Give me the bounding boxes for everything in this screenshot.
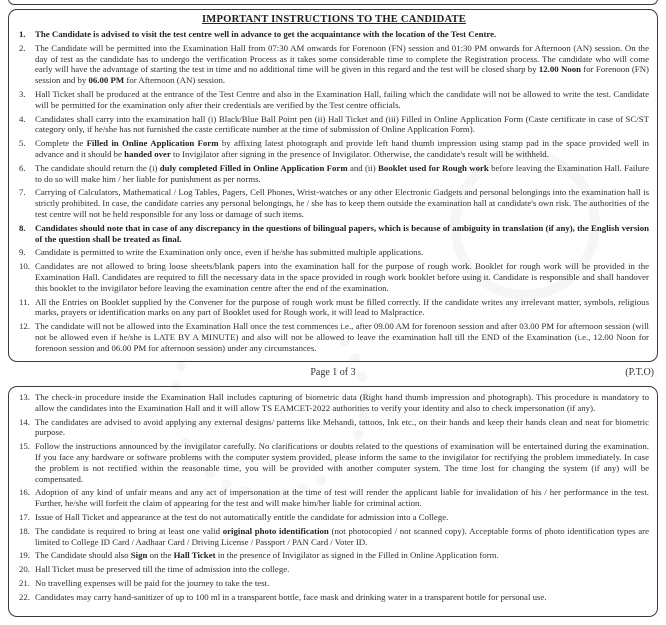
instruction-text: Complete the Filled in Online Application Form by affixing latest photograph and provide left hand thumb impression using stamp pad in the space provided well in advance and it should be handed over to Invigilator after signing in the presence of Invigilator. Otherwise, the candidate's result will be withheld. xyxy=(35,138,650,159)
instruction-number: 16. xyxy=(19,487,30,498)
instruction-list-1 xyxy=(19,29,649,354)
instruction-item xyxy=(19,43,649,86)
instruction-text: Candidates shall carry into the examination hall (i) Black/Blue Ball Point pen (ii) Hall Ticket and (iii) Filled in Online Application Form (Caste certificate in case of SC/ST category only, if he/she has not furnished the caste certificate number at the time of submission of Online Application Form). xyxy=(35,113,649,135)
instruction-item xyxy=(19,223,649,245)
instruction-item xyxy=(19,321,649,353)
instruction-item xyxy=(19,441,649,484)
instruction-text: Hall Ticket shall be produced at the entrance of the Test Centre and also in the Examination Hall, failing which the candidate will not be allowed to write the test. Candidate will be permitted for the examination only after their credentials are verified by the Test centre officials. xyxy=(35,88,649,110)
instruction-number: 7. xyxy=(19,187,26,198)
instruction-text: Issue of Hall Ticket and appearance at the test do not automatically entitle the candidate for admission into a College. xyxy=(35,511,449,522)
instruction-number: 4. xyxy=(19,113,26,124)
instruction-item xyxy=(19,114,649,136)
instruction-number: 10. xyxy=(19,261,30,272)
instruction-item xyxy=(19,578,649,589)
instruction-text: Candidates are not allowed to bring loose sheets/blank papers into the examination hall for the purpose of rough work. Booklet for rough work will be provided in the Examination Hall. Candidates are required to fill the necessary data in the space provided in rough work booklet before using it. Candidate is responsible and shall handover this booklet to the invigilator before leaving the examination centre after the end of the examination. xyxy=(35,261,649,293)
previous-box-bottom-edge xyxy=(8,0,658,5)
instruction-item xyxy=(19,247,649,258)
instruction-number: 19. xyxy=(19,550,30,561)
instruction-number: 2. xyxy=(19,42,26,53)
instruction-text: The candidate will not be allowed into the Examination Hall once the test commences i.e., after 09.00 AM for forenoon session and after 03.00 PM for afternoon session (will not be allowed even if he/she is LATE BY A MINUTE) and also will not be allowed to leave the examination hall till the END of the Examination (i.e., 12.00 Noon for forenoon session and 06.00 PM for afternoon session) under any circumstances. xyxy=(35,321,649,353)
instruction-number: 11. xyxy=(19,296,30,307)
instruction-item xyxy=(19,29,649,40)
instruction-text: Candidates may carry hand-sanitizer of up to 100 ml in a transparent bottle, face mask and drinking water in a transparent bottle for personal use. xyxy=(35,591,547,602)
instruction-item xyxy=(19,138,649,160)
instruction-number: 8. xyxy=(19,222,26,233)
instruction-text: The Candidate should also Sign on the Hall Ticket in the presence of Invigilator as signed in the Filled in Online Application form. xyxy=(35,550,499,561)
instruction-number: 15. xyxy=(19,441,30,452)
page-title: IMPORTANT INSTRUCTIONS TO THE CANDIDATE xyxy=(201,14,467,25)
instruction-text: No travelling expenses will be paid for the journey to take the test. xyxy=(35,577,270,588)
instruction-number: 3. xyxy=(19,88,26,99)
instruction-item xyxy=(19,392,649,414)
instruction-text: The candidate is required to bring at least one valid original photo identification (not photocopied / not scanned copy). Acceptable forms of photo identification types are limited to College ID Card / Aadhaar Card / Driving License / Passport / PAN Card / Voter ID. xyxy=(35,525,650,547)
instruction-number: 21. xyxy=(19,577,30,588)
instruction-text: Candidates should note that in case of any discrepancy in the questions of bilingual papers, which is because of ambiguity in translation (if any), the English version of the question shall be treated as final. xyxy=(35,222,649,244)
instruction-text: The Candidate is advised to visit the test centre well in advance to get the acquaintance with the location of the Test Centre. xyxy=(35,29,497,39)
instructions-box-2 xyxy=(8,386,658,617)
instructions-box-1 xyxy=(8,9,658,362)
instruction-number: 12. xyxy=(19,321,30,332)
instruction-item xyxy=(19,89,649,111)
instruction-text: The candidate should return the (i) duly completed Filled in Online Application Form and (ii) Booklet used for Rough work before leaving the Examination Hall. Failure to do so will make him / her liable for punishment as per norms. xyxy=(35,162,650,184)
instruction-item xyxy=(19,297,649,319)
instruction-list-2 xyxy=(19,392,649,603)
instruction-number: 9. xyxy=(19,247,26,258)
instruction-number: 6. xyxy=(19,162,26,173)
instruction-number: 22. xyxy=(19,591,30,602)
page-number: Page 1 of 3 xyxy=(310,367,356,378)
instruction-text: Adoption of any kind of unfair means and any act of impersonation at the time of test will render the applicant liable for invalidation of his / her performance in the test. Further, he/she will forfeit the claim of appearing for the test and will make him/her liable for criminal action. xyxy=(35,487,649,509)
instruction-text: Follow the instructions announced by the invigilator carefully. No clarifications or doubts related to the questions of examination will be entertained during the examination. If you face any hardware or software problems with the computer system provided, please inform the same to the invigilator for rectifying the problem immediately. In case the problem is not rectified within the reasonable time, you will be provided with another computer system. The time lost for changing the system (if any) will be compensated. xyxy=(35,441,649,484)
instruction-item xyxy=(19,564,649,575)
instruction-item xyxy=(19,487,649,509)
instruction-text: Candidate is permitted to write the Examination only once, even if he/she has submitted multiple applications. xyxy=(35,247,424,258)
instruction-item xyxy=(19,592,649,603)
instruction-item xyxy=(19,261,649,293)
instruction-text: The Candidate will be permitted into the Examination Hall from 07:30 AM onwards for Forenoon (FN) session and 01:30 PM onwards for Afternoon (AN) session. On the day of test as the candidate has to undergo the verification Process as it takes some considerable time to complete the Registration process. The candidate who will come early will have the advantage of starting the test in time and no additional time will be given in this regard and the test will be closed sharp by 12.00 Noon for Forenoon (FN) session and by 06.00 PM for Afternoon (AN) session. xyxy=(35,42,649,86)
instruction-item xyxy=(19,512,649,523)
instruction-text: Carrying of Calculators, Mathematical / Log Tables, Pagers, Cell Phones, Wrist-watches or any other Electronic Gadgets and personal belongings into the examination hall is strictly prohibited. In case, the candidate carries any personal belongings, he / she has to keep them outside the examination hall at candidate's own risk. The authorities of the test centre will not be held responsible for any loss or damage of such items. xyxy=(35,187,649,219)
instruction-number: 5. xyxy=(19,138,26,149)
instruction-number: 20. xyxy=(19,564,30,575)
instruction-text: Hall Ticket must be preserved till the time of admission into the college. xyxy=(35,564,290,575)
instruction-item xyxy=(19,187,649,219)
instruction-number: 17. xyxy=(19,511,30,522)
instruction-text: All the Entries on Booklet supplied by the Convener for the purpose of rough work must be filled correctly. If the candidate writes any irrelevant matter, symbols, religious marks, prayers or identification marks on any part of Booklet used for Rough work, it will lead to Malpractice. xyxy=(35,296,649,318)
instruction-text: The check-in procedure inside the Examination Hall includes capturing of biometric data (Right hand thumb impression and photograph). This procedure is mandatory to allow the candidates into the Examination Hall and it will allow TS EAMCET-2022 authorities to verify your identity and also to check impersonation (if any). xyxy=(35,392,649,413)
instruction-number: 1. xyxy=(19,29,26,39)
instruction-item xyxy=(19,163,649,185)
instruction-item xyxy=(19,526,649,548)
instruction-number: 18. xyxy=(19,525,30,536)
instruction-item xyxy=(19,550,649,561)
pto-label: (P.T.O) xyxy=(625,367,654,378)
page-footer xyxy=(8,362,658,386)
instruction-text: The candidates are advised to avoid applying any external designs/ patterns like Mehandi, tattoos, Ink etc., on their hands and keep their hands clean and neat for biometric purpose. xyxy=(35,416,649,438)
instruction-number: 13. xyxy=(19,392,30,402)
instruction-item xyxy=(19,417,649,439)
instruction-number: 14. xyxy=(19,416,30,427)
